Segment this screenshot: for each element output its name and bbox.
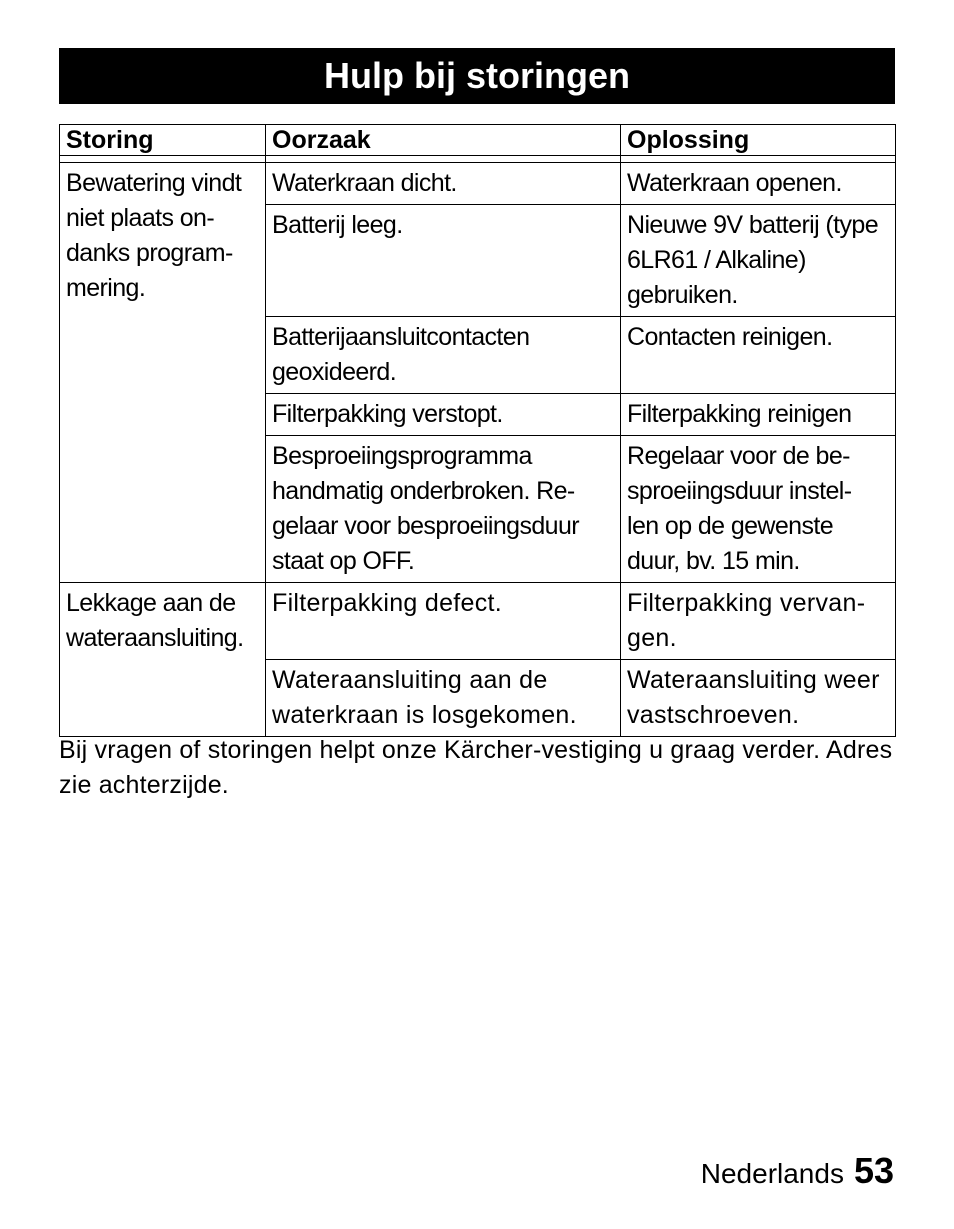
- page-footer: [701, 1150, 894, 1192]
- cause-cell: Batterij leeg.: [266, 205, 621, 317]
- solution-cell: Filterpakking vervan- gen.: [621, 583, 896, 660]
- spacer-cell: [60, 156, 266, 163]
- header-cause: Oorzaak: [266, 125, 621, 156]
- cause-cell: Waterkraan dicht.: [266, 163, 621, 205]
- solution-cell: Regelaar voor de be- sproeiingsduur instel- len op de gewenste duur, bv. 15 min.: [621, 436, 896, 583]
- cause-cell: Wateraansluiting aan de waterkraan is losgekomen.: [266, 660, 621, 737]
- table-header-row: [60, 125, 896, 156]
- header-spacer-row: [60, 156, 896, 163]
- cause-cell: Filterpakking defect.: [266, 583, 621, 660]
- page-title: Hulp bij storingen: [324, 55, 630, 96]
- page-title-bar: [59, 48, 895, 104]
- fault-cell: Bewatering vindt niet plaats on- danks program- mering.: [60, 163, 266, 583]
- solution-cell: Filterpakking reinigen: [621, 394, 896, 436]
- solution-cell: Wateraansluiting weer vastschroeven.: [621, 660, 896, 737]
- cause-cell: Besproeiingsprogramma handmatig onderbroken. Re- gelaar voor besproeiingsduur staat op OFF.: [266, 436, 621, 583]
- table-row: [60, 583, 896, 660]
- header-solution: Oplossing: [621, 125, 896, 156]
- spacer-cell: [621, 156, 896, 163]
- troubleshooting-table: [59, 124, 896, 737]
- spacer-cell: [266, 156, 621, 163]
- solution-cell: Waterkraan openen.: [621, 163, 896, 205]
- page-number: 53: [853, 1150, 894, 1191]
- cause-cell: Filterpakking verstopt.: [266, 394, 621, 436]
- fault-cell: Lekkage aan de wateraansluiting.: [60, 583, 266, 737]
- solution-cell: Contacten reinigen.: [621, 317, 896, 394]
- table-row: [60, 163, 896, 205]
- support-note: Bij vragen of storingen helpt onze Kärcher-vestiging u graag verder. Adres zie achterzijde.: [59, 736, 893, 799]
- header-fault: Storing: [60, 125, 266, 156]
- footer-language: Nederlands: [700, 1158, 844, 1189]
- cause-cell: Batterijaansluitcontacten geoxideerd.: [266, 317, 621, 394]
- solution-cell: Nieuwe 9V batterij (type 6LR61 / Alkaline) gebruiken.: [621, 205, 896, 317]
